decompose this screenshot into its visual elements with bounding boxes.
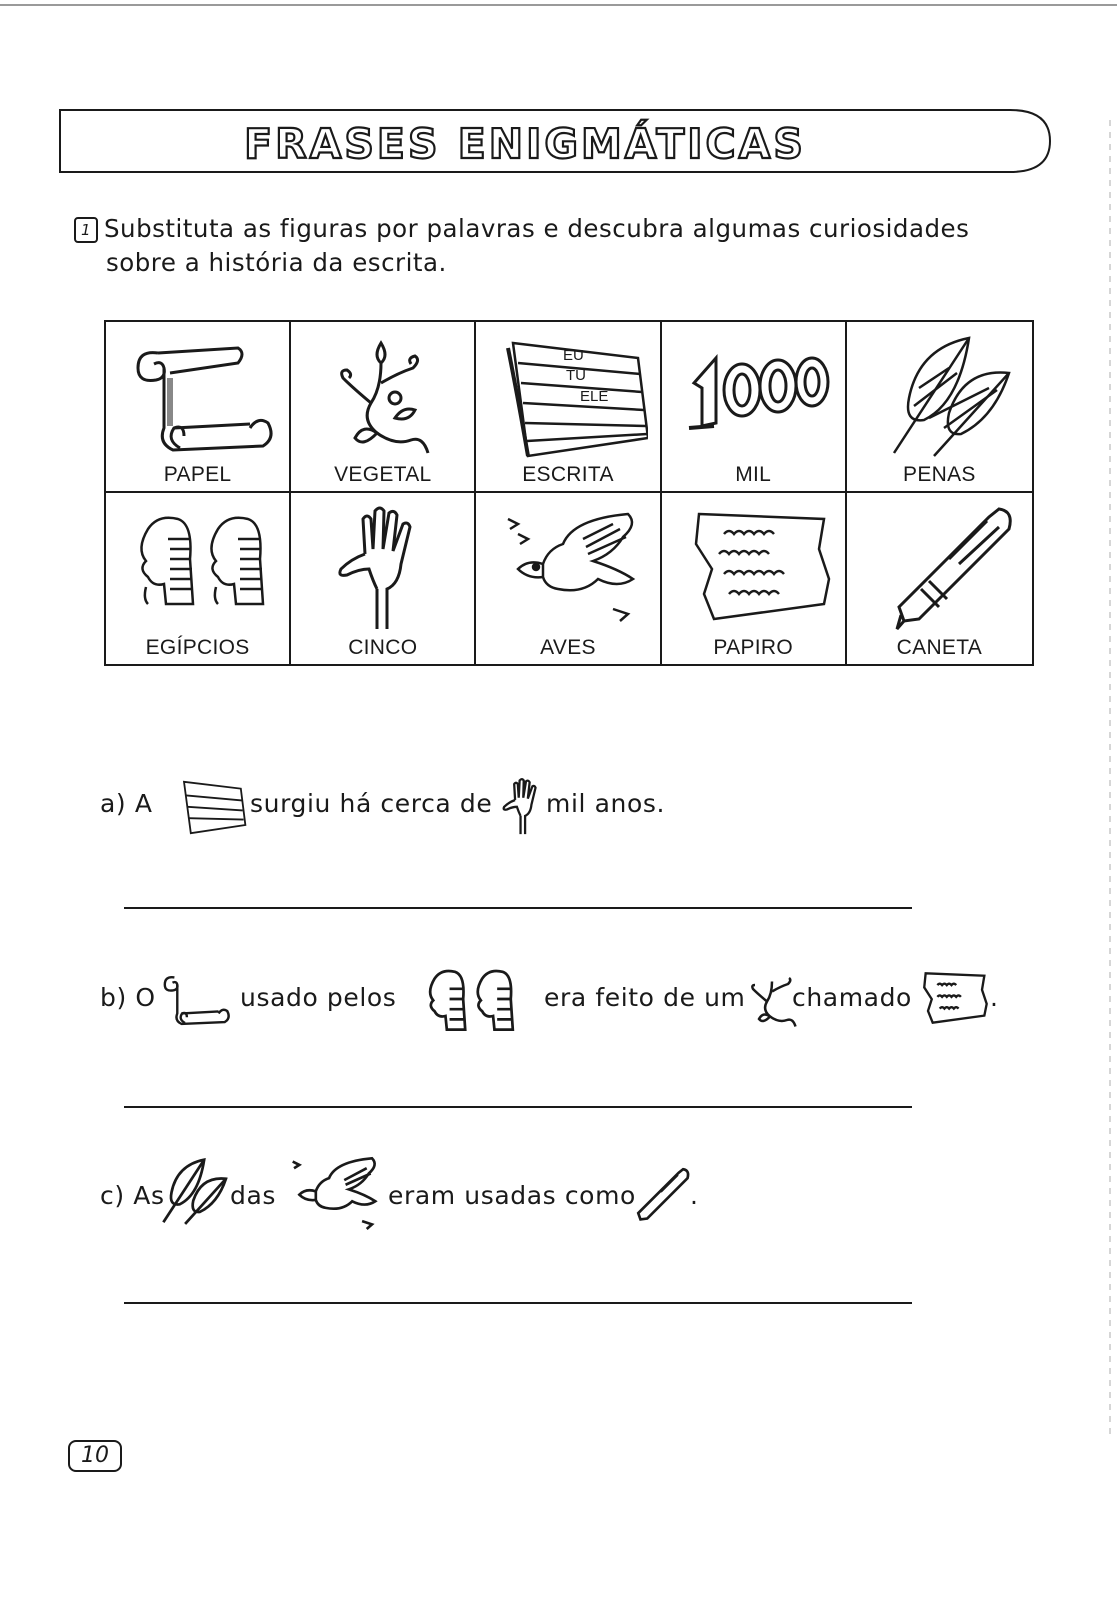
hand-five-icon [500, 775, 542, 835]
instruction-line-1: Substituta as figuras por palavras e descubra algumas curiosidades [104, 214, 970, 243]
answer-line-c[interactable] [124, 1302, 912, 1304]
sentence-a-text-3: mil anos. [546, 789, 666, 818]
papyrus-icon [674, 499, 834, 631]
scroll-icon [160, 969, 232, 1029]
pen-icon [859, 499, 1019, 631]
grid-cell-aves [476, 493, 661, 664]
sentence-a-text-1: a) A [100, 789, 153, 818]
grid-cell-cinco [291, 493, 476, 664]
page-number: 10 [68, 1440, 122, 1472]
grid-label: MIL [735, 463, 772, 486]
grid-label: VEGETAL [334, 463, 432, 486]
svg-text:EU: EU [563, 347, 585, 364]
sentence-c-text-3: eram usadas como [388, 1181, 636, 1210]
grid-cell-vegetal [291, 322, 476, 493]
writing-sheet-icon [168, 775, 250, 835]
grid-label: PAPIRO [713, 636, 793, 659]
egyptians-icon [118, 499, 278, 631]
papyrus-icon [916, 971, 994, 1025]
grid-cell-papiro [662, 493, 847, 664]
instruction [74, 212, 1054, 280]
grid-cell-caneta [847, 493, 1032, 664]
vine-icon [303, 328, 463, 460]
svg-text:TU: TU [566, 367, 587, 384]
answer-line-a[interactable] [124, 907, 912, 909]
grid-cell-escrita [476, 322, 661, 493]
grid-cell-penas [847, 322, 1032, 493]
grid-label: CANETA [896, 636, 983, 659]
scroll-icon [118, 328, 278, 460]
sentence-b-text-1: b) O [100, 983, 156, 1012]
svg-text:ELE: ELE [580, 388, 609, 405]
page-title: FRASES ENIGMÁTICAS [244, 120, 806, 168]
feathers-icon [859, 328, 1019, 460]
vine-icon [748, 967, 798, 1031]
sentence-b-text-2: usado pelos [240, 983, 397, 1012]
bird-icon [286, 1155, 382, 1231]
grid-label: PAPEL [163, 463, 232, 486]
grid-cell-egipcios [106, 493, 291, 664]
grid-label: PENAS [903, 463, 976, 486]
exercise-number: 1 [74, 217, 98, 243]
hand-five-icon [303, 499, 463, 631]
grid-cell-papel [106, 322, 291, 493]
pen-icon [636, 1161, 692, 1229]
grid-label: ESCRITA [522, 463, 614, 486]
instruction-line-2: sobre a história da escrita. [106, 248, 447, 277]
picture-key-grid [104, 320, 1034, 666]
writing-sheet-icon [488, 328, 648, 460]
egyptians-icon [412, 965, 532, 1033]
sentence-c-text-4: . [690, 1181, 699, 1210]
sentence-c-text-2: das [230, 1181, 277, 1210]
sentence-b-text-4: chamado [792, 983, 912, 1012]
bird-icon [488, 499, 648, 631]
grid-label: AVES [540, 636, 596, 659]
answer-line-b[interactable] [124, 1106, 912, 1108]
thousand-number-icon [674, 328, 834, 460]
grid-label: CINCO [348, 636, 418, 659]
grid-label: EGÍPCIOS [145, 636, 250, 659]
sentence-a-text-2: surgiu há cerca de [250, 789, 493, 818]
sentence-b-text-3: era feito de um [544, 983, 746, 1012]
page-edge-shadow [1109, 120, 1111, 1440]
sentence-c-text-1: c) As [100, 1181, 165, 1210]
grid-cell-mil [662, 322, 847, 493]
sentence-b-text-5: . [990, 983, 999, 1012]
feathers-icon [160, 1157, 232, 1225]
